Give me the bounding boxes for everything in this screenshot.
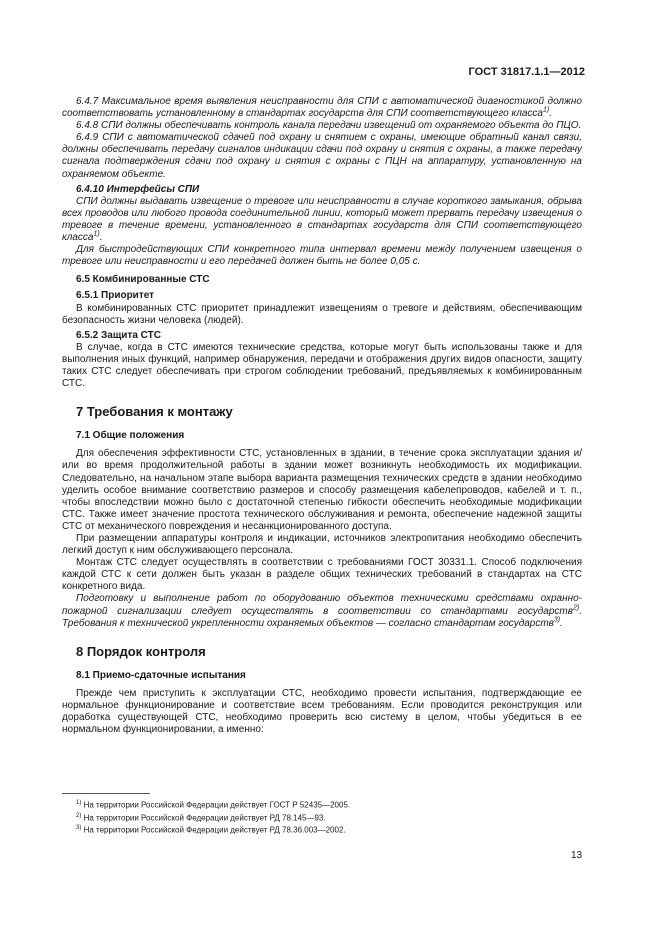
footnote-divider: [62, 793, 150, 794]
heading-6-4-10: 6.4.10 Интерфейсы СПИ: [76, 183, 200, 195]
paragraph-acceptance: Прежде чем приступить к эксплуатации СТС, необходимо провести испытания, подтверждающие ее нормальное функционирование и соответствие всем требованиям. Если проводится реконструкция или доработка существующей СТС, необходимо проверить всю систему в целом, чтобы убедиться в ее нормальном функционировании, а именно:: [62, 687, 582, 736]
heading-section-8: 8 Порядок контроля: [76, 643, 206, 659]
heading-6-5: 6.5 Комбинированные СТС: [76, 274, 210, 286]
document-body: [62, 96, 582, 736]
paragraph-6-4-7: 6.4.7 Максимальное время выявления неисправности для СПИ с автоматической диагностикой должно соответствовать установленному в стандартах государств для СПИ соответствующего класса$^{1)}$.: [62, 96, 582, 120]
footnote-3: $^{3)}$ На территории Российской Федерации действует РД 78.36.003—2002.: [76, 825, 346, 835]
paragraph-placement: При размещении аппаратуры контроля и индикации, источников электропитания необходимо обеспечить легкий доступ к ним обслуживающего персонала.: [62, 533, 582, 557]
paragraph-fast-spi: Для быстродействующих СПИ конкретного типа интервал времени между получением извещения о тревоге или неисправности и его передачей должен быть не более 0,05 с.: [62, 244, 582, 268]
paragraph-efficiency: Для обеспечения эффективности СТС, установленных в здании, в течение срока эксплуатации здания и/или во время продолжительной работы в здании может возникнуть необходимость их модификации. Следовательно, на начальном этапе выбора варианта размещения технических средств в здании необходимо уделить особое внимание соответствию размеров и способу размещения кабелепроводов, кабелей и т. п., чтобы впоследствии можно было с достаточной степенью гибкости обеспечить необходимые модификации СТС. Также имеет значение простота технического обслуживания и ремонта, обеспечение надежной защиты СТС от механического повреждения и несанкционированного доступа.: [62, 448, 582, 532]
footnotes: [62, 793, 582, 836]
paragraph-6-4-9: 6.4.9 СПИ с автоматической сдачей под охрану и снятием с охраны, имеющие обратный канал связи, должны обеспечивать передачу сигналов индикации сдачи под охрану и снятия с охраны, а также передачу сигнала подтверждения сдачи под охрану и снятия с охраны с ПЦН на аппаратуру, установленную на охраняемом объекте.: [62, 132, 582, 180]
page-number: 13: [571, 850, 583, 861]
paragraph-6-4-8: 6.4.8 СПИ должны обеспечивать контроль канала передачи извещений от охраняемого объекта до ПЦО.: [76, 120, 582, 132]
heading-6-5-1: 6.5.1 Приоритет: [76, 290, 155, 302]
heading-section-7: 7 Требования к монтажу: [76, 404, 233, 420]
footnote-2: $^{2)}$ На территории Российской Федерации действует РД 78.145—93.: [76, 812, 326, 823]
paragraph-interfaces: СПИ должны выдавать извещение о тревоге или неисправности в случае короткого замыкания, обрыва всех проводов или любого провода соединительной линии, который может прервать передачу извещения о тревоге в течение времени, установленного в стандартах государств для СПИ соответствующего класса$^{1)}$.: [62, 195, 582, 244]
footnote-1: $^{1)}$ На территории Российской Федерации действует ГОСТ Р 52435—2005.: [76, 800, 351, 810]
paragraph-protection: В случае, когда в СТС имеются технические средства, которые могут быть использованы также и для выполнения иных функций, например обнаружения, передачи и отображения других видов опасности, защиту таких СТС следует обеспечивать при строгом соблюдении требований, предъявляемых к комбинированным СТС.: [62, 341, 582, 390]
paragraph-priority: В комбинированных СТС приоритет принадлежит извещениям о тревоге и действиям, обеспечивающим безопасность жизни человека (людей).: [62, 302, 582, 326]
paragraph-installation: Монтаж СТС следует осуществлять в соответствии с требованиями ГОСТ 30331.1. Способ подключения каждой СТС к сети должен быть указан в разделе общих технических требований в стандартах на СТС конкретного вида.: [62, 557, 582, 593]
document-id: ГОСТ 31817.1.1—2012: [468, 66, 585, 78]
heading-6-5-2: 6.5.2 Защита СТС: [76, 329, 161, 341]
heading-7-1: 7.1 Общие положения: [76, 430, 185, 442]
paragraph-preparation: Подготовку и выполнение работ по оборудованию объектов техническими средствами охранно-пожарной сигнализации следует осуществлять в соответствии со стандартами государств$^{2)}$. Требования к технической укрепленности охраняемых объектов — согласно стандартам государств$^{3)}$.: [62, 593, 582, 629]
heading-8-1: 8.1 Приемо-сдаточные испытания: [76, 669, 246, 681]
